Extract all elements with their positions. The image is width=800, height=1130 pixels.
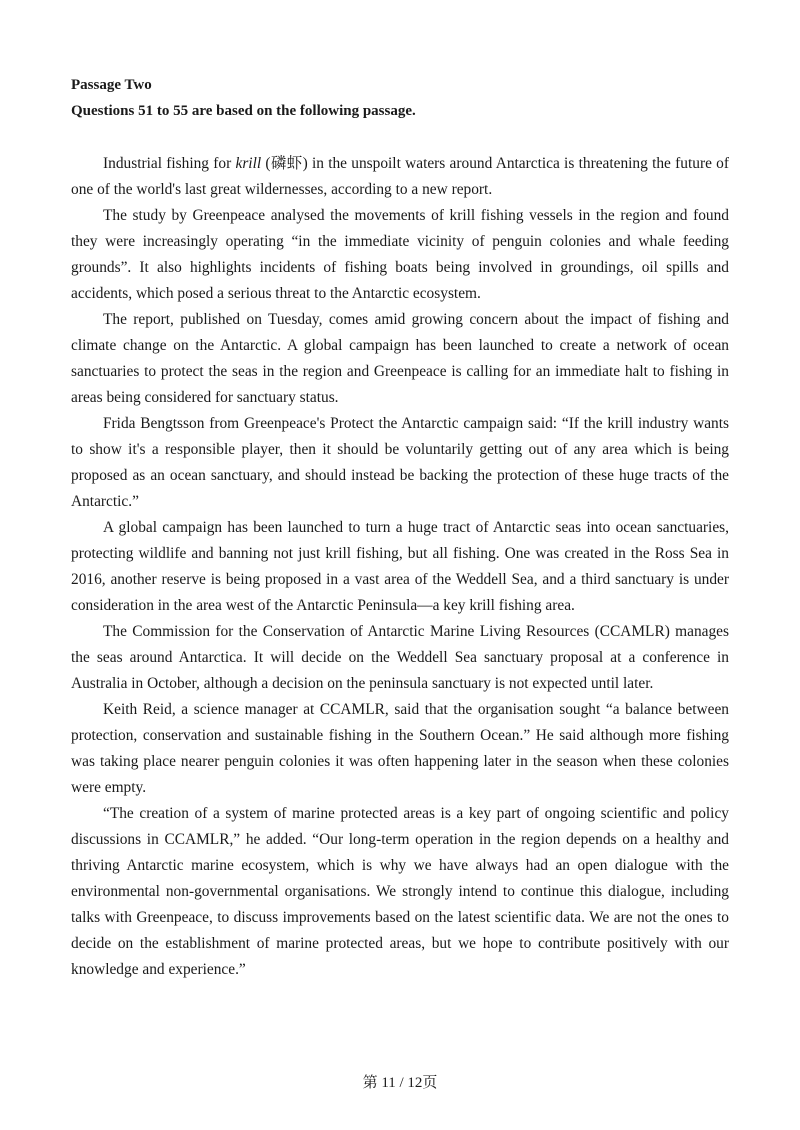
- paragraph-1-rest: (磷虾) in the unspoilt waters around Antarctica is threatening the future of one of the world's last great wildernesses, according to a new report.: [71, 155, 729, 198]
- paragraph-8: “The creation of a system of marine protected areas is a key part of ongoing scientific and policy discussions in CCAMLR,” he added. “Our long-term operation in the region depends on a healthy and thriving Antarctic marine ecosystem, which is why we have always had an open dialogue with the environmental non-governmental organisations. We strongly intend to continue this dialogue, including talks with Greenpeace, to discuss improvements based on the latest scientific data. We are not the ones to decide on the establishment of marine protected areas, but we hope to contribute positively with our knowledge and experience.”: [71, 805, 729, 978]
- passage-title: Passage Two: [71, 77, 152, 93]
- paragraph-1-lead: Industrial fishing for: [103, 155, 236, 172]
- krill-term: krill: [235, 155, 262, 172]
- paragraph-5: A global campaign has been launched to turn a huge tract of Antarctic seas into ocean sanctuaries, protecting wildlife and banning not just krill fishing, but all fishing. One was created in the Ross Sea in 2016, another reserve is being proposed in a vast area of the Weddell Sea, and a third sanctuary is under consideration in the area west of the Antarctic Peninsula—a key krill fishing area.: [71, 519, 729, 614]
- paragraph-1: [71, 151, 729, 203]
- paragraph-2: The study by Greenpeace analysed the movements of krill fishing vessels in the region and found they were increasingly operating “in the immediate vicinity of penguin colonies and whale feeding grounds”. It also highlights incidents of fishing boats being involved in groundings, oil spills and accidents, which posed a serious threat to the Antarctic ecosystem.: [71, 207, 729, 302]
- paragraph-4: Frida Bengtsson from Greenpeace's Protect the Antarctic campaign said: “If the krill industry wants to show it's a responsible player, then it should be voluntarily getting out of any area which is being proposed as an ocean sanctuary, and should instead be backing the protection of these huge tracts of the Antarctic.”: [71, 415, 729, 510]
- passage-instruction: Questions 51 to 55 are based on the following passage.: [71, 103, 416, 119]
- paragraph-6: The Commission for the Conservation of Antarctic Marine Living Resources (CCAMLR) manages the seas around Antarctica. It will decide on the Weddell Sea sanctuary proposal at a conference in Australia in October, although a decision on the peninsula sanctuary is not expected until later.: [71, 623, 729, 692]
- passage-body: [71, 151, 729, 983]
- paragraph-3: The report, published on Tuesday, comes amid growing concern about the impact of fishing and climate change on the Antarctic. A global campaign has been launched to create a network of ocean sanctuaries to protect the seas in the region and Greenpeace is calling for an immediate halt to fishing in areas being considered for sanctuary status.: [71, 311, 729, 406]
- page-number: 第 11 / 12页: [362, 1075, 438, 1091]
- paragraph-7: Keith Reid, a science manager at CCAMLR, said that the organisation sought “a balance between protection, conservation and sustainable fishing in the Southern Ocean.” He said although more fishing was taking place nearer penguin colonies it was often happening later in the season when these colonies were empty.: [71, 701, 729, 796]
